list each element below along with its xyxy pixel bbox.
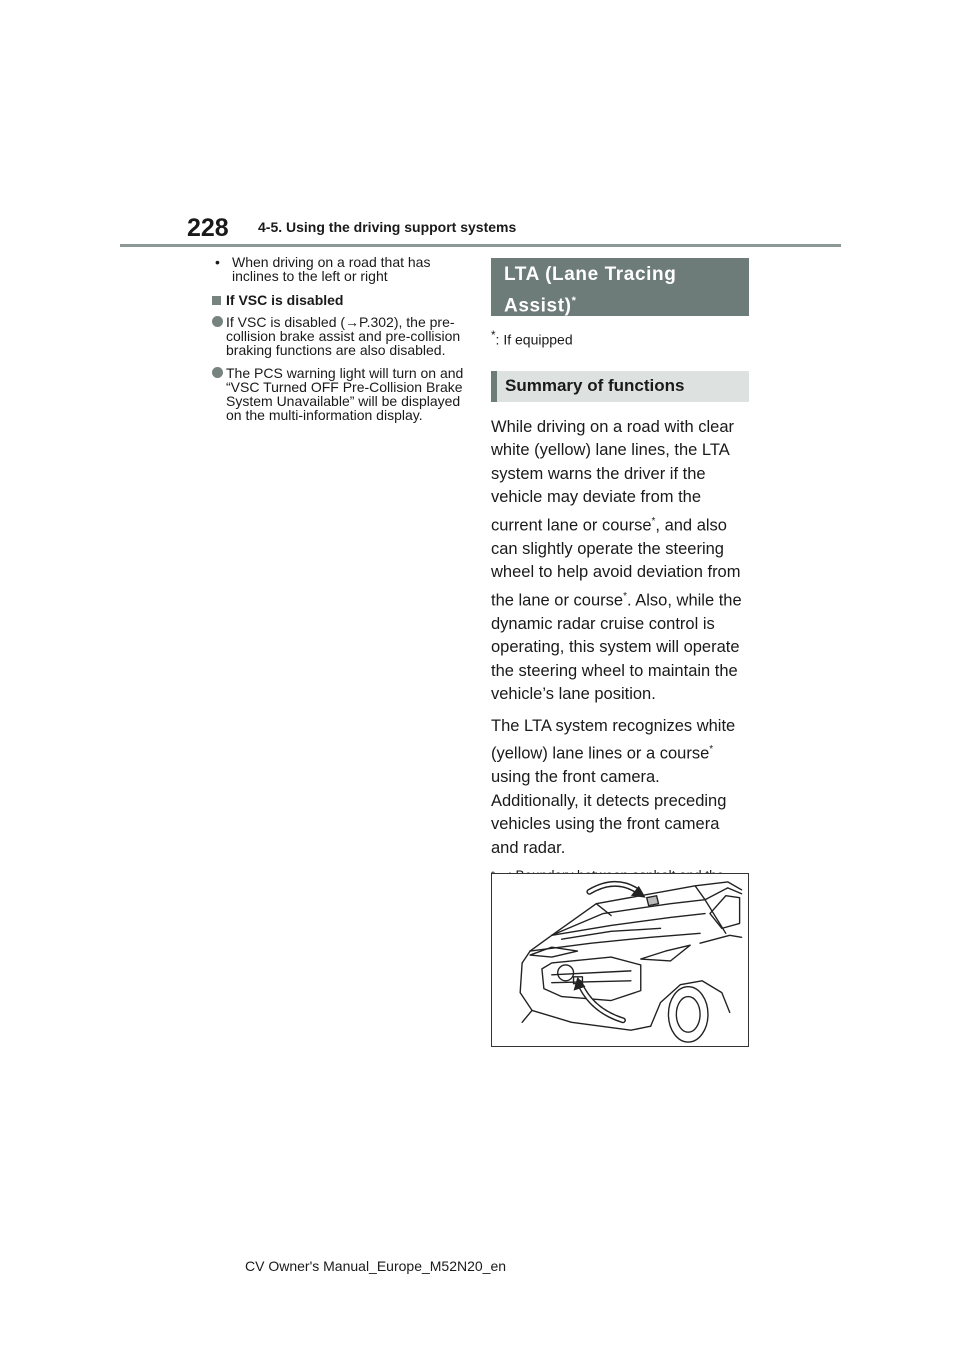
equipped-footnote — [491, 329, 749, 348]
vehicle-illustration — [491, 873, 749, 1047]
left-column — [212, 255, 474, 431]
bullet-item — [212, 255, 474, 283]
paragraph — [491, 715, 749, 861]
footnote-asterisk: * — [651, 515, 656, 527]
car-camera-radar-icon — [492, 874, 748, 1046]
text-run: The LTA system recognizes white (yellow) lane lines or a course — [491, 716, 736, 763]
text-run: While driving on a road with clear white (yellow) lane lines, the LTA system warns the driver if the vehicle may deviate from the current lane or course — [491, 417, 735, 535]
header-divider — [120, 244, 841, 247]
right-column — [491, 258, 749, 923]
text-run: , and also can slightly operate the steering wheel to help avoid deviation from the lane or course — [491, 516, 741, 610]
list-item — [212, 366, 474, 422]
text-run: using the front camera. Additionally, it detects preceding vehicles using the front camera and radar. — [491, 768, 727, 857]
banner-asterisk: * — [571, 295, 577, 307]
footnote-asterisk: * — [709, 744, 714, 756]
bullet-icon: • — [215, 254, 220, 270]
equipped-note: : If equipped — [495, 331, 573, 348]
footnote-asterisk: * — [623, 590, 627, 602]
list-item-text: If VSC is disabled (→P.302), the pre-collision brake assist and pre-collision braking functions are also disabled. — [226, 314, 461, 358]
list-item — [212, 315, 474, 357]
square-bullet-icon — [212, 296, 221, 305]
bullet-text: When driving on a road that has inclines to the left or right — [232, 254, 431, 284]
banner-title: LTA (Lane Tracing Assist) — [504, 264, 677, 317]
body-text — [491, 416, 749, 924]
paragraph — [491, 416, 749, 707]
subheading-text: If VSC is disabled — [226, 292, 344, 308]
subheading — [212, 293, 474, 307]
footnote-asterisk: * — [491, 329, 496, 342]
list-item-text: The PCS warning light will turn on and “VSC Turned OFF Pre-Collision Brake System Unavailable” will be displayed on the multi-information display. — [226, 365, 464, 423]
circle-bullet-icon — [212, 316, 223, 327]
circle-bullet-icon — [212, 367, 223, 378]
text-run: . Also, while the dynamic radar cruise control is operating, this system will operate the steering wheel to maintain the vehicle’s lane position. — [491, 591, 742, 704]
summary-heading-text: Summary of functions — [505, 376, 685, 396]
section-banner — [491, 258, 749, 316]
summary-heading — [491, 371, 749, 402]
page-number: 228 — [187, 214, 229, 242]
footer-text: CV Owner's Manual_Europe_M52N20_en — [245, 1258, 507, 1274]
section-title: 4-5. Using the driving support systems — [258, 219, 517, 235]
